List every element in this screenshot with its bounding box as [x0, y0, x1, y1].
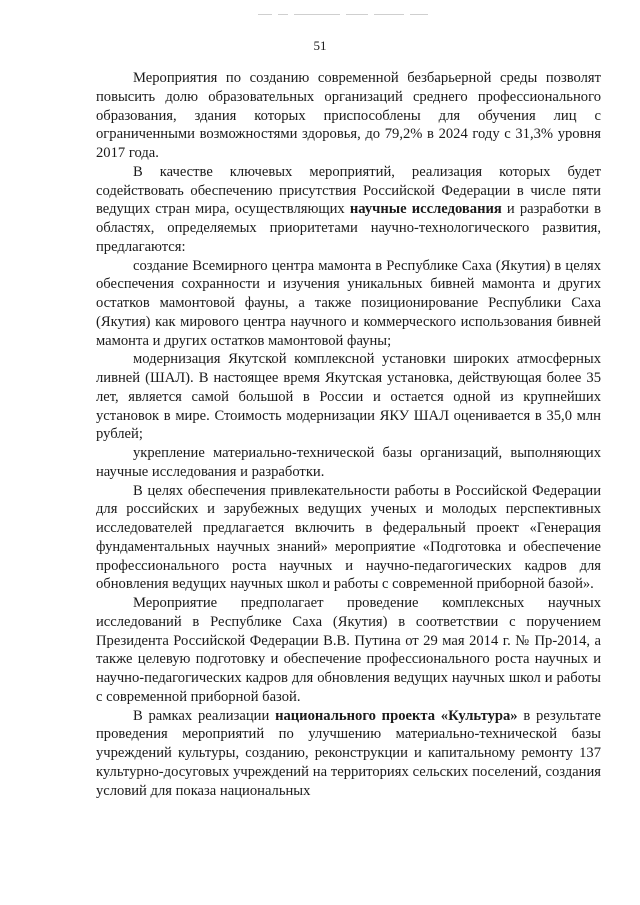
- page-number: 51: [313, 38, 327, 53]
- header-scan-artifact: [258, 12, 436, 18]
- paragraph-scientist-attraction: В целях обеспечения привлекательности работы в Российской Федерации для российских и зарубежных ведущих ученых и молодых перспективных исследователей предлагается включить в федеральный проект «Генерация фундаментальных научных знаний» мероприятие «Подготовка и обеспечение профессионального роста научных и научно-педагогических кадров для обновления ведущих научных школ и работы с современной приборной базой».: [96, 482, 601, 593]
- paragraph-shal-modernization: модернизация Якутской комплексной установки широких атмосферных ливней (ШАЛ). В настоящее время Якутская установка, действующая более 35 лет, является самой большой в России и остается одной из крупнейших установок в мире. Стоимость модернизации ЯКУ ШАЛ оценивается в 35,0 млн рублей;: [96, 351, 601, 443]
- paragraph-event-description: Мероприятие предполагает проведение комплексных научных исследований в Республике Саха (Якутия) в соответствии с поручением Президента Российской Федерации В.В. Путина от 29 мая 2014 г. № Пр-2014, а также целевую подготовку и обеспечение профессионального роста научных и научно-педагогических кадров для обновления ведущих научных школ и работы с современной приборной базой.: [96, 595, 601, 705]
- paragraph-text: и разработки в областях, определяемых приоритетами научно-технологического развития, предлагаются:: [96, 201, 601, 255]
- paragraph-text: В рамках реализации: [133, 707, 276, 724]
- document-body: [96, 69, 601, 800]
- bold-phrase-culture-project: национального проекта «Культура»: [275, 707, 518, 724]
- paragraph-key-activities: [96, 163, 601, 257]
- paragraph-text: В качестве ключевых мероприятий, реализация которых будет содействовать обеспечению присутствия Российской Федерации в числе пяти ведущих стран мира, осуществляющих: [96, 163, 601, 218]
- bold-phrase-scientific-research: научные исследования: [349, 201, 502, 218]
- paragraph-text: в результате проведения мероприятий по улучшению материально-технической базы учреждений культуры, созданию, реконструкции и капитальному ремонту 137 культурно-досуговых учреждений на территориях сельских поселений, создания условий для показа национальных: [96, 707, 602, 799]
- paragraph-culture-project: [96, 707, 601, 801]
- paragraph-barrier-free-environment: Мероприятия по созданию современной безбарьерной среды позволят повысить долю образовательных организаций среднего профессионального образования, здания которых приспособлены для обучения лиц с ограниченными возможностями здоровья, до 79,2% в 2024 году с 31,3% уровня 2017 года.: [96, 70, 601, 161]
- paragraph-material-base: укрепление материально-технической базы организаций, выполняющих научные исследования и разработки.: [96, 445, 601, 480]
- paragraph-mammoth-center: создание Всемирного центра мамонта в Республике Саха (Якутия) в целях обеспечения сохранности и изучения уникальных бивней мамонта и других остатков мамонтовой фауны, а также позиционирование Республики Саха (Якутия) как мирового центра научного и коммерческого использования бивней мамонта и других остатков мамонтовой фауны;: [96, 257, 601, 349]
